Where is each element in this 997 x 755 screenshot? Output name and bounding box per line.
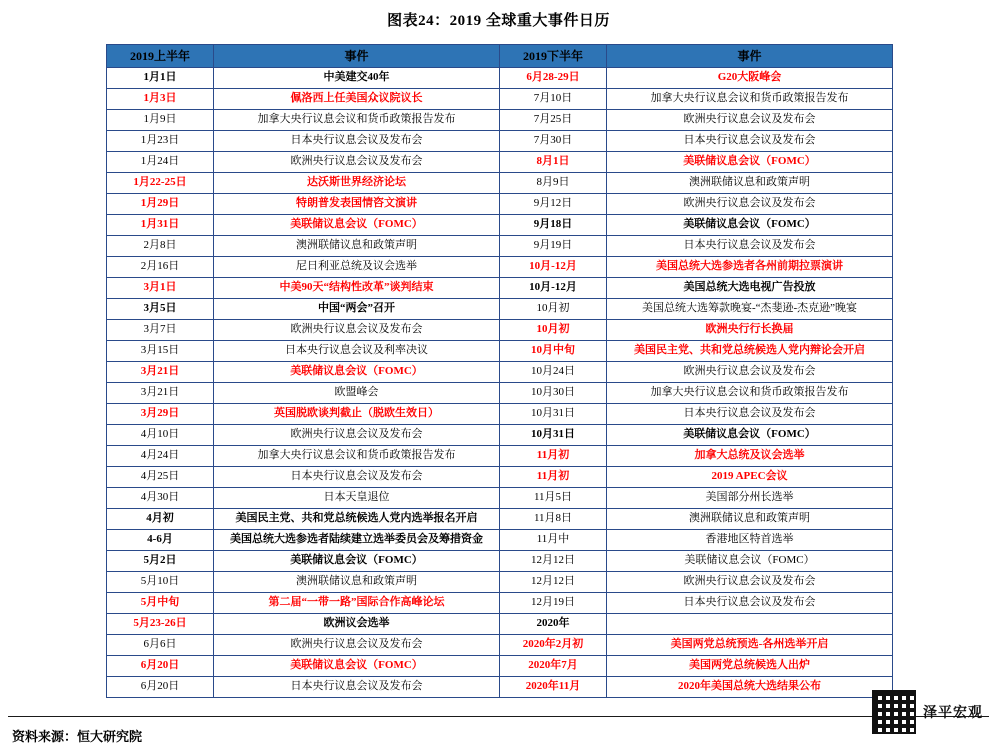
left-event-cell: 美联储议息会议（FOMC） bbox=[214, 656, 500, 677]
footer-divider bbox=[8, 716, 989, 717]
table-row bbox=[107, 299, 893, 320]
left-date-cell: 1月29日 bbox=[107, 194, 214, 215]
left-event-cell: 日本央行议息会议及利率决议 bbox=[214, 341, 500, 362]
left-date-cell: 1月1日 bbox=[107, 68, 214, 89]
header-right-event: 事件 bbox=[607, 45, 893, 68]
table-row bbox=[107, 572, 893, 593]
right-date-cell: 9月19日 bbox=[500, 236, 607, 257]
left-date-cell: 5月中旬 bbox=[107, 593, 214, 614]
left-event-cell: 欧洲央行议息会议及发布会 bbox=[214, 635, 500, 656]
left-event-cell: 第二届“一带一路”国际合作高峰论坛 bbox=[214, 593, 500, 614]
left-event-cell: 达沃斯世界经济论坛 bbox=[214, 173, 500, 194]
table-row bbox=[107, 131, 893, 152]
table-row bbox=[107, 215, 893, 236]
right-event-cell: 日本央行议息会议及发布会 bbox=[607, 593, 893, 614]
right-event-cell: 美联储议息会议（FOMC） bbox=[607, 215, 893, 236]
header-left-event: 事件 bbox=[214, 45, 500, 68]
right-event-cell: 加拿大央行议息会议和货币政策报告发布 bbox=[607, 89, 893, 110]
header-left-date: 2019上半年 bbox=[107, 45, 214, 68]
left-event-cell: 美国民主党、共和党总统候选人党内选举报名开启 bbox=[214, 509, 500, 530]
table-row bbox=[107, 152, 893, 173]
table-row bbox=[107, 257, 893, 278]
left-date-cell: 3月21日 bbox=[107, 383, 214, 404]
right-event-cell: G20大阪峰会 bbox=[607, 68, 893, 89]
page-title: 图表24：2019 全球重大事件日历 bbox=[387, 13, 610, 29]
left-date-cell: 3月15日 bbox=[107, 341, 214, 362]
right-date-cell: 11月中 bbox=[500, 530, 607, 551]
right-event-cell: 欧洲央行议息会议及发布会 bbox=[607, 110, 893, 131]
right-event-cell: 欧洲央行行长换届 bbox=[607, 320, 893, 341]
table-row bbox=[107, 194, 893, 215]
right-event-cell: 2019 APEC会议 bbox=[607, 467, 893, 488]
table-row bbox=[107, 467, 893, 488]
right-date-cell: 11月初 bbox=[500, 467, 607, 488]
table-row bbox=[107, 362, 893, 383]
left-event-cell: 欧盟峰会 bbox=[214, 383, 500, 404]
left-event-cell: 欧洲央行议息会议及发布会 bbox=[214, 320, 500, 341]
right-event-cell: 美国总统大选筹款晚宴-“杰斐逊-杰克逊”晚宴 bbox=[607, 299, 893, 320]
right-event-cell: 加拿大央行议息会议和货币政策报告发布 bbox=[607, 383, 893, 404]
left-event-cell: 日本央行议息会议及发布会 bbox=[214, 467, 500, 488]
right-date-cell: 9月12日 bbox=[500, 194, 607, 215]
right-date-cell: 11月初 bbox=[500, 446, 607, 467]
left-date-cell: 5月2日 bbox=[107, 551, 214, 572]
table-row bbox=[107, 677, 893, 698]
left-date-cell: 5月23-26日 bbox=[107, 614, 214, 635]
table-row bbox=[107, 635, 893, 656]
left-event-cell: 加拿大央行议息会议和货币政策报告发布 bbox=[214, 446, 500, 467]
table-row bbox=[107, 320, 893, 341]
table-row bbox=[107, 68, 893, 89]
table-row bbox=[107, 446, 893, 467]
right-date-cell: 10月初 bbox=[500, 320, 607, 341]
right-event-cell: 美联储议息会议（FOMC） bbox=[607, 425, 893, 446]
table-header-row bbox=[107, 45, 893, 68]
left-date-cell: 1月3日 bbox=[107, 89, 214, 110]
left-date-cell: 6月6日 bbox=[107, 635, 214, 656]
right-date-cell: 2020年 bbox=[500, 614, 607, 635]
right-event-cell: 加拿大总统及议会选举 bbox=[607, 446, 893, 467]
table-row bbox=[107, 341, 893, 362]
right-event-cell: 欧洲央行议息会议及发布会 bbox=[607, 194, 893, 215]
right-event-cell: 日本央行议息会议及发布会 bbox=[607, 404, 893, 425]
brand-block bbox=[872, 690, 983, 734]
right-date-cell: 6月28-29日 bbox=[500, 68, 607, 89]
right-event-cell: 美国总统大选参选者各州前期拉票演讲 bbox=[607, 257, 893, 278]
table-row bbox=[107, 614, 893, 635]
left-date-cell: 1月22-25日 bbox=[107, 173, 214, 194]
right-event-cell: 欧洲央行议息会议及发布会 bbox=[607, 362, 893, 383]
right-date-cell: 10月31日 bbox=[500, 404, 607, 425]
right-date-cell: 10月30日 bbox=[500, 383, 607, 404]
right-date-cell: 10月中旬 bbox=[500, 341, 607, 362]
left-date-cell: 1月31日 bbox=[107, 215, 214, 236]
table-row bbox=[107, 404, 893, 425]
right-event-cell: 香港地区特首选举 bbox=[607, 530, 893, 551]
left-date-cell: 3月1日 bbox=[107, 278, 214, 299]
left-event-cell: 中国“两会”召开 bbox=[214, 299, 500, 320]
left-event-cell: 欧洲央行议息会议及发布会 bbox=[214, 152, 500, 173]
right-date-cell: 10月-12月 bbox=[500, 278, 607, 299]
left-date-cell: 1月9日 bbox=[107, 110, 214, 131]
table-row bbox=[107, 656, 893, 677]
left-event-cell: 澳洲联储议息和政策声明 bbox=[214, 572, 500, 593]
table-row bbox=[107, 110, 893, 131]
left-event-cell: 特朗普发表国情咨文演讲 bbox=[214, 194, 500, 215]
right-date-cell: 10月31日 bbox=[500, 425, 607, 446]
table-row bbox=[107, 488, 893, 509]
right-event-cell: 美联储议息会议（FOMC） bbox=[607, 551, 893, 572]
left-date-cell: 4月24日 bbox=[107, 446, 214, 467]
right-event-cell bbox=[607, 614, 893, 635]
right-date-cell: 7月10日 bbox=[500, 89, 607, 110]
right-date-cell: 2020年2月初 bbox=[500, 635, 607, 656]
table-row bbox=[107, 530, 893, 551]
source-note: 资料来源：恒大研究院 bbox=[12, 729, 143, 744]
left-date-cell: 3月7日 bbox=[107, 320, 214, 341]
left-event-cell: 日本央行议息会议及发布会 bbox=[214, 131, 500, 152]
left-event-cell: 佩洛西上任美国众议院议长 bbox=[214, 89, 500, 110]
left-event-cell: 美国总统大选参选者陆续建立选举委员会及筹措资金 bbox=[214, 530, 500, 551]
calendar-table-wrap bbox=[106, 44, 891, 698]
left-date-cell: 6月20日 bbox=[107, 677, 214, 698]
left-date-cell: 6月20日 bbox=[107, 656, 214, 677]
table-row bbox=[107, 593, 893, 614]
table-row bbox=[107, 236, 893, 257]
left-date-cell: 1月23日 bbox=[107, 131, 214, 152]
left-event-cell: 英国脱欧谈判截止（脱欧生效日） bbox=[214, 404, 500, 425]
calendar-table bbox=[106, 44, 893, 698]
calendar-body bbox=[107, 68, 893, 698]
brand-name: 泽平宏观 bbox=[923, 706, 983, 721]
left-event-cell: 美联储议息会议（FOMC） bbox=[214, 551, 500, 572]
right-event-cell: 美国民主党、共和党总统候选人党内辩论会开启 bbox=[607, 341, 893, 362]
left-event-cell: 美联储议息会议（FOMC） bbox=[214, 215, 500, 236]
left-event-cell: 尼日利亚总统及议会选举 bbox=[214, 257, 500, 278]
right-date-cell: 9月18日 bbox=[500, 215, 607, 236]
left-event-cell: 美联储议息会议（FOMC） bbox=[214, 362, 500, 383]
right-date-cell: 11月8日 bbox=[500, 509, 607, 530]
right-date-cell: 10月24日 bbox=[500, 362, 607, 383]
table-row bbox=[107, 278, 893, 299]
right-event-cell: 美国总统大选电视广告投放 bbox=[607, 278, 893, 299]
right-date-cell: 7月25日 bbox=[500, 110, 607, 131]
qr-code-icon bbox=[872, 690, 916, 734]
left-date-cell: 2月8日 bbox=[107, 236, 214, 257]
right-date-cell: 7月30日 bbox=[500, 131, 607, 152]
right-date-cell: 8月1日 bbox=[500, 152, 607, 173]
right-date-cell: 10月初 bbox=[500, 299, 607, 320]
right-event-cell: 2020年美国总统大选结果公布 bbox=[607, 677, 893, 698]
right-event-cell: 日本央行议息会议及发布会 bbox=[607, 236, 893, 257]
left-event-cell: 日本天皇退位 bbox=[214, 488, 500, 509]
left-date-cell: 4月30日 bbox=[107, 488, 214, 509]
left-date-cell: 4月初 bbox=[107, 509, 214, 530]
right-date-cell: 2020年11月 bbox=[500, 677, 607, 698]
left-date-cell: 4-6月 bbox=[107, 530, 214, 551]
right-event-cell: 欧洲央行议息会议及发布会 bbox=[607, 572, 893, 593]
left-event-cell: 日本央行议息会议及发布会 bbox=[214, 677, 500, 698]
table-row bbox=[107, 383, 893, 404]
left-date-cell: 4月10日 bbox=[107, 425, 214, 446]
left-date-cell: 5月10日 bbox=[107, 572, 214, 593]
right-date-cell: 11月5日 bbox=[500, 488, 607, 509]
table-row bbox=[107, 89, 893, 110]
left-date-cell: 3月21日 bbox=[107, 362, 214, 383]
right-event-cell: 美联储议息会议（FOMC） bbox=[607, 152, 893, 173]
left-event-cell: 澳洲联储议息和政策声明 bbox=[214, 236, 500, 257]
left-date-cell: 1月24日 bbox=[107, 152, 214, 173]
left-date-cell: 3月29日 bbox=[107, 404, 214, 425]
right-date-cell: 12月12日 bbox=[500, 572, 607, 593]
right-event-cell: 美国两党总统预选-各州选举开启 bbox=[607, 635, 893, 656]
right-event-cell: 美国两党总统候选人出炉 bbox=[607, 656, 893, 677]
table-row bbox=[107, 173, 893, 194]
right-date-cell: 10月-12月 bbox=[500, 257, 607, 278]
table-row bbox=[107, 551, 893, 572]
left-event-cell: 中美90天“结构性改革”谈判结束 bbox=[214, 278, 500, 299]
left-event-cell: 欧洲议会选举 bbox=[214, 614, 500, 635]
right-date-cell: 8月9日 bbox=[500, 173, 607, 194]
right-date-cell: 12月19日 bbox=[500, 593, 607, 614]
right-event-cell: 澳洲联储议息和政策声明 bbox=[607, 173, 893, 194]
left-event-cell: 欧洲央行议息会议及发布会 bbox=[214, 425, 500, 446]
right-date-cell: 12月12日 bbox=[500, 551, 607, 572]
header-right-date: 2019下半年 bbox=[500, 45, 607, 68]
left-date-cell: 4月25日 bbox=[107, 467, 214, 488]
left-date-cell: 3月5日 bbox=[107, 299, 214, 320]
right-event-cell: 美国部分州长选举 bbox=[607, 488, 893, 509]
left-event-cell: 加拿大央行议息会议和货币政策报告发布 bbox=[214, 110, 500, 131]
right-event-cell: 日本央行议息会议及发布会 bbox=[607, 131, 893, 152]
left-event-cell: 中美建交40年 bbox=[214, 68, 500, 89]
table-row bbox=[107, 509, 893, 530]
left-date-cell: 2月16日 bbox=[107, 257, 214, 278]
right-event-cell: 澳洲联储议息和政策声明 bbox=[607, 509, 893, 530]
right-date-cell: 2020年7月 bbox=[500, 656, 607, 677]
table-row bbox=[107, 425, 893, 446]
